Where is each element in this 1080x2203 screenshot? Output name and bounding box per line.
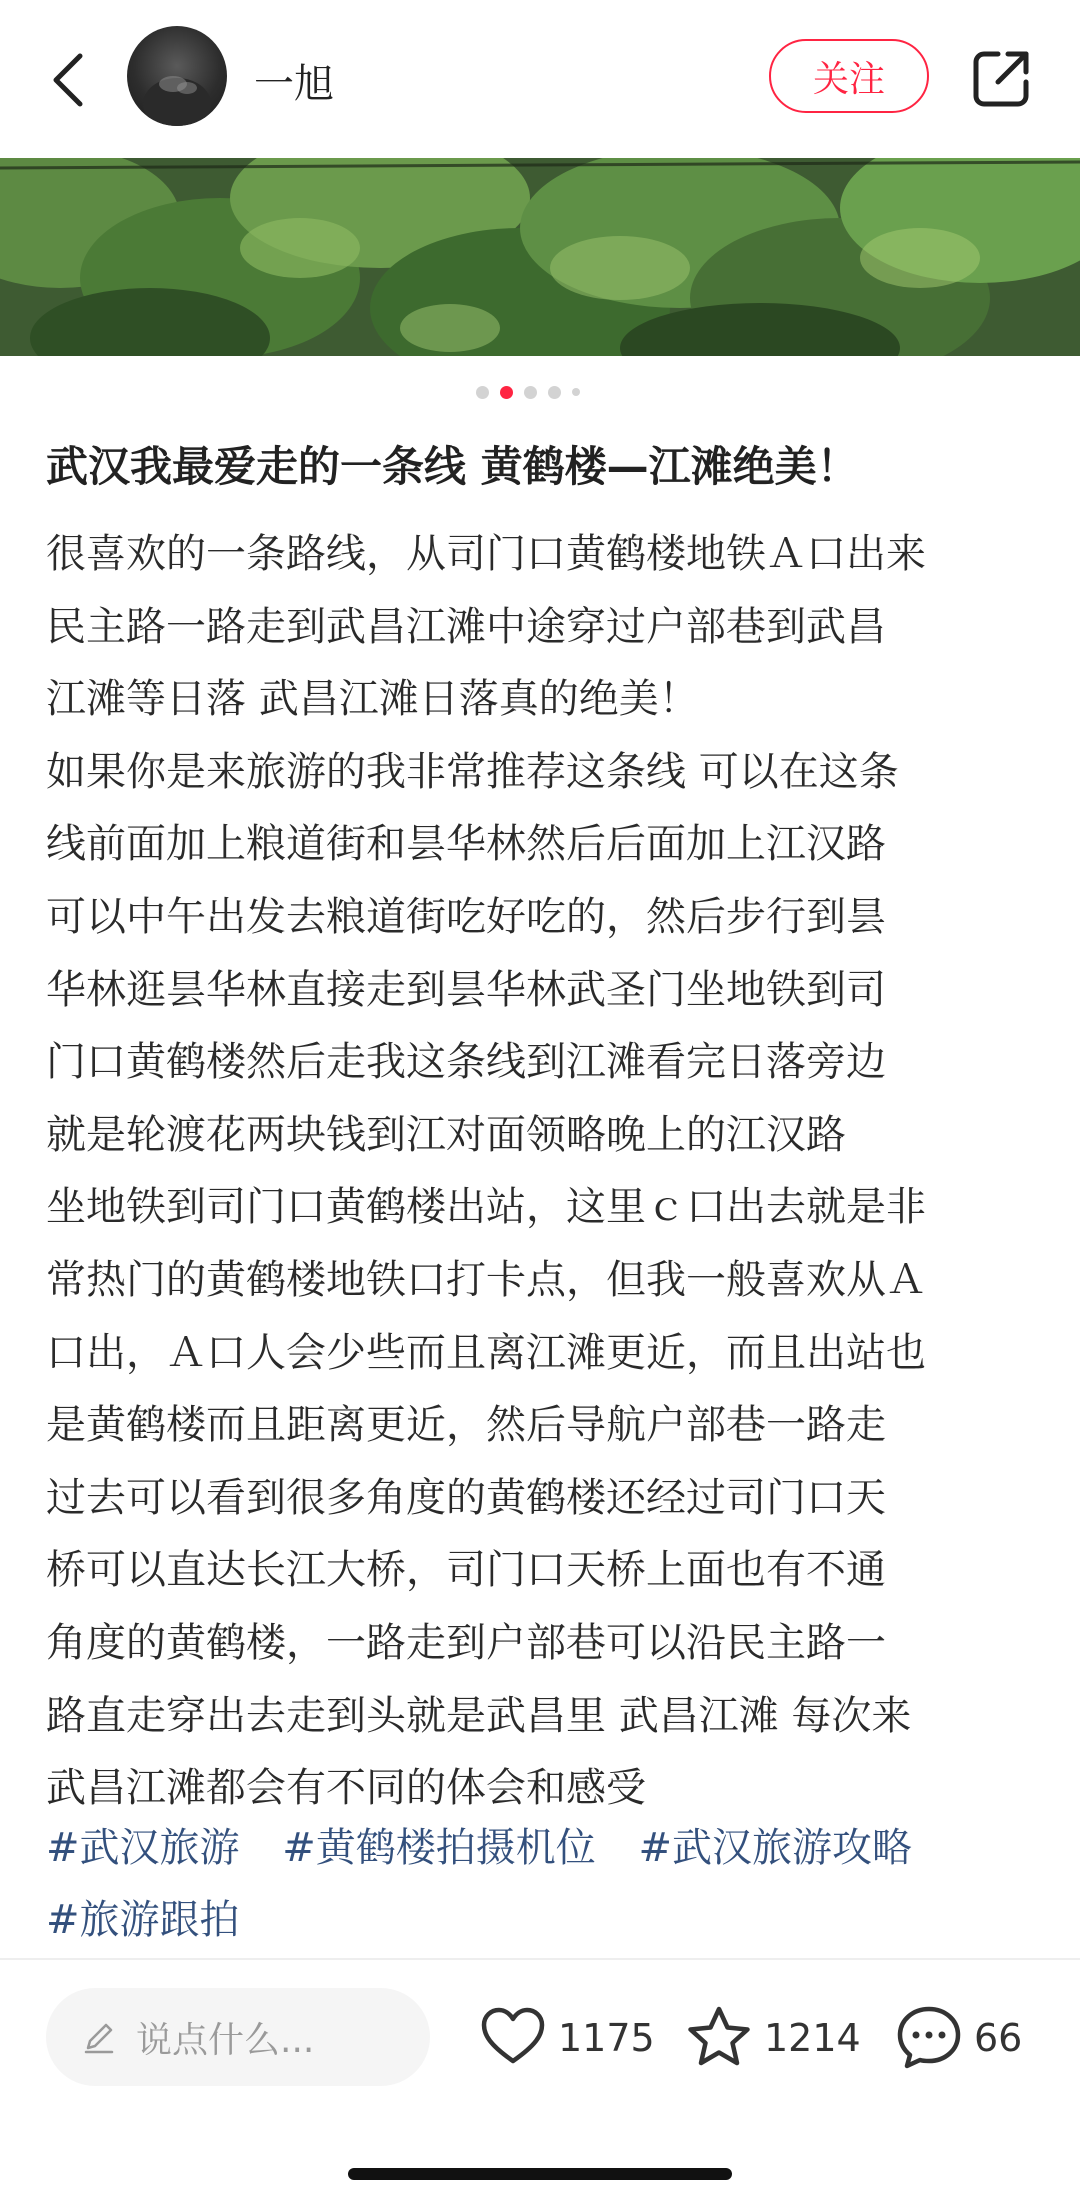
post-body-line: 武昌江滩都会有不同的体会和感受 [46,1765,646,1812]
comment-input[interactable] [46,1988,430,2086]
hashtag-link[interactable]: #旅游跟拍 [46,1897,240,1943]
top-nav-bar [0,0,1080,158]
carousel-dot [572,388,580,396]
carousel-dot [476,386,489,399]
hashtag-link[interactable]: #武汉旅游攻略 [638,1825,912,1871]
collect-button[interactable] [684,1998,861,2078]
back-button[interactable] [40,40,100,120]
post-body-line: 门口黄鹤楼然后走我这条线到江滩看完日落旁边 [46,1039,886,1086]
post-body-line: 角度的黄鹤楼，一路走到户部巷可以沿民主路一 [46,1619,886,1666]
post-body-line: 华林逛昙华林直接走到昙华林武圣门坐地铁到司 [46,966,886,1013]
back-chevron-icon [40,40,100,120]
divider [0,1958,1080,1960]
hashtag-link[interactable]: #黄鹤楼拍摄机位 [282,1825,596,1871]
post-body-line: 如果你是来旅游的我非常推荐这条线 可以在这条 [46,748,899,795]
star-icon [684,2003,754,2073]
forest-photo [0,158,1080,356]
post-body-line: 线前面加上粮道街和昙华林然后后面加上江汉路 [46,821,886,868]
comment-placeholder: 说点什么... [136,2019,315,2061]
post-body-line: 可以中午出发去粮道街吃好吃的，然后步行到昙 [46,893,886,940]
avatar-image [127,26,227,126]
carousel-dot [548,386,561,399]
collect-count: 1214 [764,2016,861,2060]
comment-button[interactable] [894,1998,1022,2078]
post-body-line: 口出，Ａ口人会少些而且离江滩更近，而且出站也 [46,1329,926,1376]
post-body-line: 很喜欢的一条路线，从司门口黄鹤楼地铁Ａ口出来 [46,531,926,577]
post-body-line: 江滩等日落 武昌江滩日落真的绝美！ [46,676,699,723]
post-body-line: 桥可以直达长江大桥，司门口天桥上面也有不通 [46,1547,886,1594]
author-name[interactable]: 一旭 [254,61,334,107]
post-body-line: 就是轮渡花两块钱到江对面领略晚上的江汉路 [46,1111,846,1158]
pencil-icon [80,2018,118,2056]
post-body-line: 坐地铁到司门口黄鹤楼出站，这里ｃ口出去就是非 [46,1184,926,1231]
comment-count: 66 [974,2016,1023,2060]
post-body-line: 民主路一路走到武昌江滩中途穿过户部巷到武昌 [46,603,886,650]
post-image-carousel[interactable] [0,158,1080,356]
carousel-indicator [476,385,580,399]
follow-button[interactable]: 关注 [769,39,929,113]
hashtag-link[interactable]: #武汉旅游 [46,1825,240,1871]
home-indicator[interactable] [348,2168,732,2180]
post-body [46,518,1046,1825]
carousel-dot-active [500,386,513,399]
comment-bubble-icon [894,2003,964,2073]
post-body-line: 路直走穿出去走到头就是武昌里 武昌江滩 每次来 [46,1692,912,1739]
carousel-dot [524,386,537,399]
avatar[interactable] [127,26,227,126]
post-body-line: 是黄鹤楼而且距离更近，然后导航户部巷一路走 [46,1402,886,1449]
heart-icon [478,2003,548,2073]
hashtag-list [46,1812,1046,1956]
post-title: 武汉我最爱走的一条线 黄鹤楼—江滩绝美！ [46,442,859,491]
like-count: 1175 [558,2016,655,2060]
post-body-line: 过去可以看到很多角度的黄鹤楼还经过司门口天 [46,1474,886,1521]
share-icon [966,42,1038,114]
like-button[interactable] [478,1998,655,2078]
share-button[interactable] [966,42,1038,114]
post-body-line: 常热门的黄鹤楼地铁口打卡点，但我一般喜欢从Ａ [46,1256,926,1303]
